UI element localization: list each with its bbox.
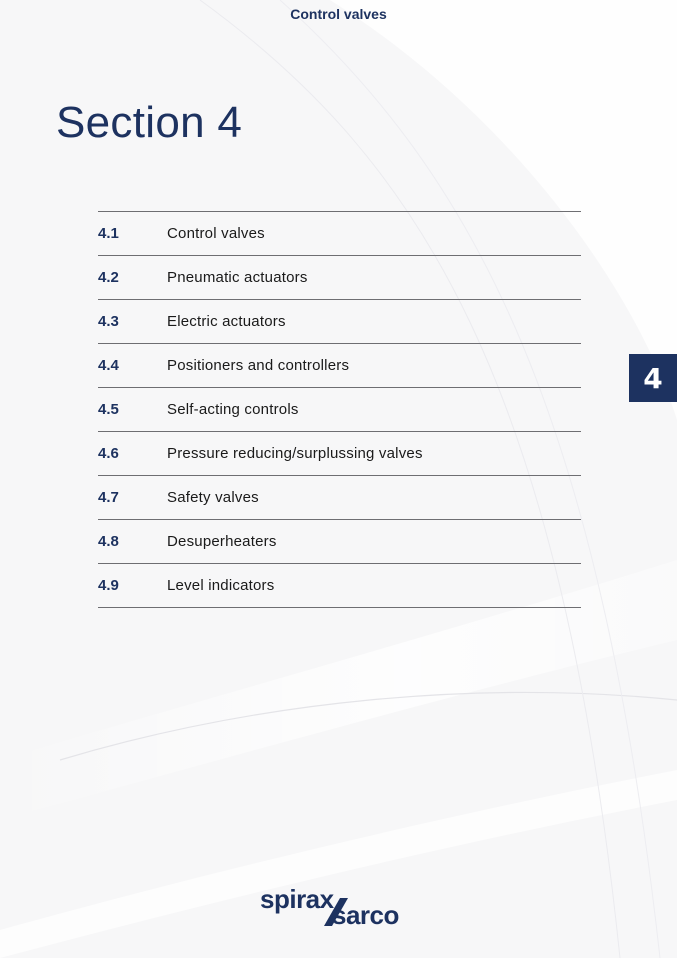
toc-label: Positioners and controllers: [167, 357, 350, 374]
toc-label: Desuperheaters: [167, 533, 277, 550]
toc-row-4-1[interactable]: [98, 211, 581, 255]
toc-label: Self-acting controls: [167, 401, 299, 418]
toc-label: Electric actuators: [167, 313, 286, 330]
toc-number: 4.6: [98, 445, 119, 462]
toc-label: Safety valves: [167, 489, 259, 506]
toc-number: 4.3: [98, 313, 119, 330]
toc-number: 4.5: [98, 401, 119, 418]
toc-label: Control valves: [167, 225, 265, 242]
toc-row-4-3[interactable]: [98, 299, 581, 343]
section-tab[interactable]: 4: [629, 354, 677, 402]
toc-row-4-7[interactable]: [98, 475, 581, 519]
toc-number: 4.4: [98, 357, 119, 374]
toc-row-4-8[interactable]: [98, 519, 581, 563]
spirax-sarco-logo: [258, 884, 428, 932]
toc-row-4-6[interactable]: [98, 431, 581, 475]
toc-number: 4.7: [98, 489, 119, 506]
table-of-contents: [98, 211, 581, 608]
toc-number: 4.1: [98, 225, 119, 242]
toc-row-4-9[interactable]: [98, 563, 581, 608]
toc-number: 4.9: [98, 577, 119, 594]
toc-row-4-2[interactable]: [98, 255, 581, 299]
toc-number: 4.2: [98, 269, 119, 286]
running-header: Control valves: [290, 6, 387, 22]
toc-row-4-5[interactable]: [98, 387, 581, 431]
toc-label: Pneumatic actuators: [167, 269, 308, 286]
toc-label: Pressure reducing/surplussing valves: [167, 445, 423, 462]
toc-number: 4.8: [98, 533, 119, 550]
toc-label: Level indicators: [167, 577, 275, 594]
logo-text-top: spirax: [260, 884, 334, 914]
section-title: Section 4: [56, 98, 243, 147]
logo-text-bottom: sarco: [332, 900, 399, 930]
toc-row-4-4[interactable]: [98, 343, 581, 387]
